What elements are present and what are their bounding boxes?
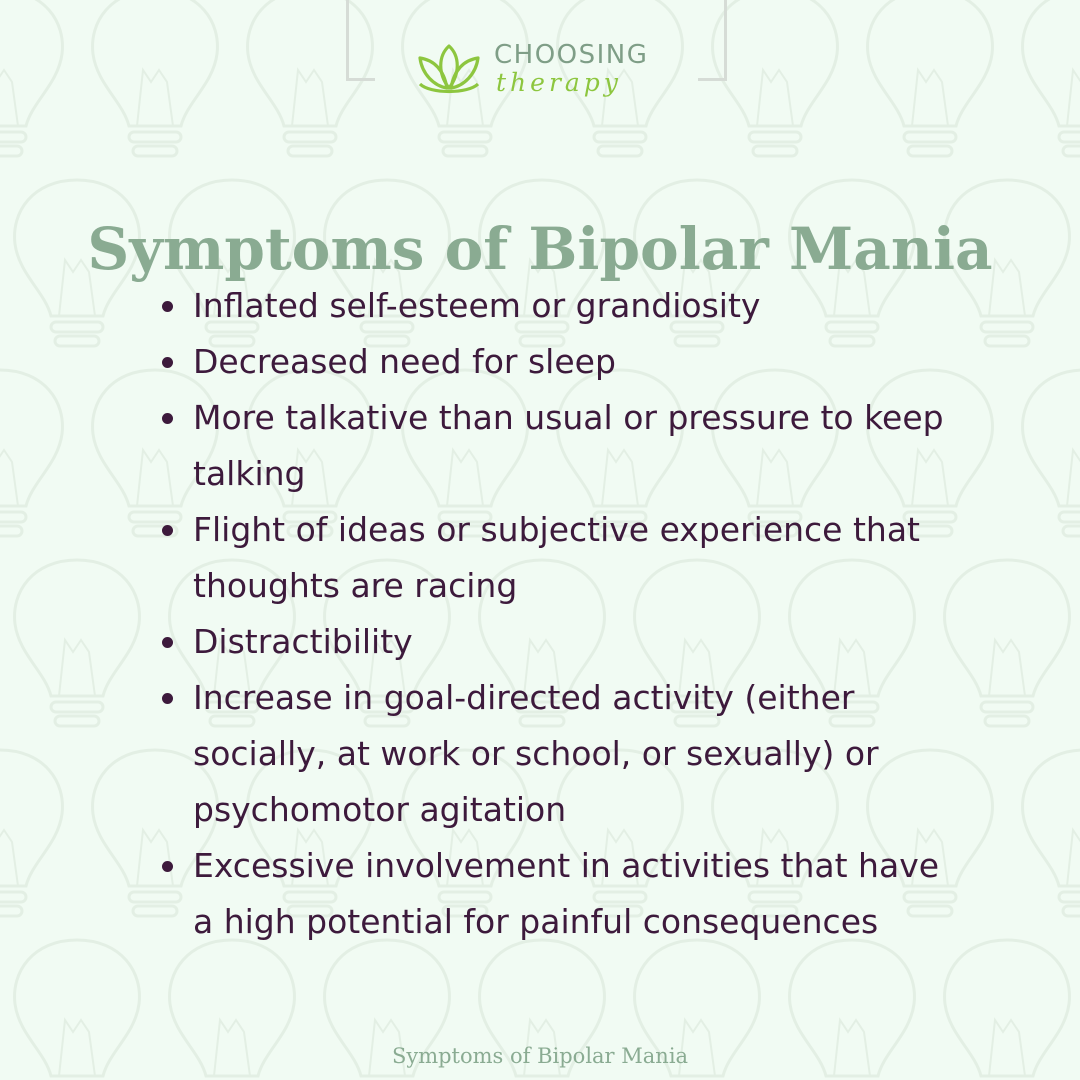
list-item bbox=[162, 502, 962, 614]
page-title: Symptoms of Bipolar Mania bbox=[87, 214, 993, 283]
bullet-icon bbox=[162, 357, 173, 368]
bullet-icon bbox=[162, 637, 173, 648]
logo-wordmark-therapy: therapy bbox=[496, 68, 622, 97]
list-item bbox=[162, 614, 962, 670]
list-item bbox=[162, 278, 962, 334]
list-item-text: Flight of ideas or subjective experience that thoughts are racing bbox=[193, 510, 920, 605]
list-item bbox=[162, 838, 962, 950]
bullet-icon bbox=[162, 693, 173, 704]
list-item-text: Decreased need for sleep bbox=[193, 342, 616, 381]
list-item-text: More talkative than usual or pressure to keep talking bbox=[193, 398, 944, 493]
bullet-icon bbox=[162, 301, 173, 312]
list-item bbox=[162, 670, 962, 838]
list-item-text: Distractibility bbox=[193, 622, 413, 661]
logo-frame-left-bracket bbox=[346, 0, 375, 81]
logo-frame-right-bracket bbox=[698, 0, 727, 81]
lotus-icon bbox=[414, 38, 484, 98]
bullet-icon bbox=[162, 861, 173, 872]
bullet-icon bbox=[162, 525, 173, 536]
symptoms-list bbox=[162, 278, 962, 950]
list-item-text: Excessive involvement in activities that have a high potential for painful consequences bbox=[193, 846, 940, 941]
list-item-text: Increase in goal-directed activity (either socially, at work or school, or sexually) or psychomotor agitation bbox=[193, 678, 879, 829]
list-item bbox=[162, 334, 962, 390]
logo-wordmark-choosing: CHOOSING bbox=[494, 40, 649, 70]
list-item bbox=[162, 390, 962, 502]
bullet-icon bbox=[162, 413, 173, 424]
list-item-text: Inflated self-esteem or grandiosity bbox=[193, 286, 761, 325]
footer-caption: Symptoms of Bipolar Mania bbox=[391, 1044, 689, 1068]
choosing-therapy-logo[interactable] bbox=[414, 36, 674, 106]
